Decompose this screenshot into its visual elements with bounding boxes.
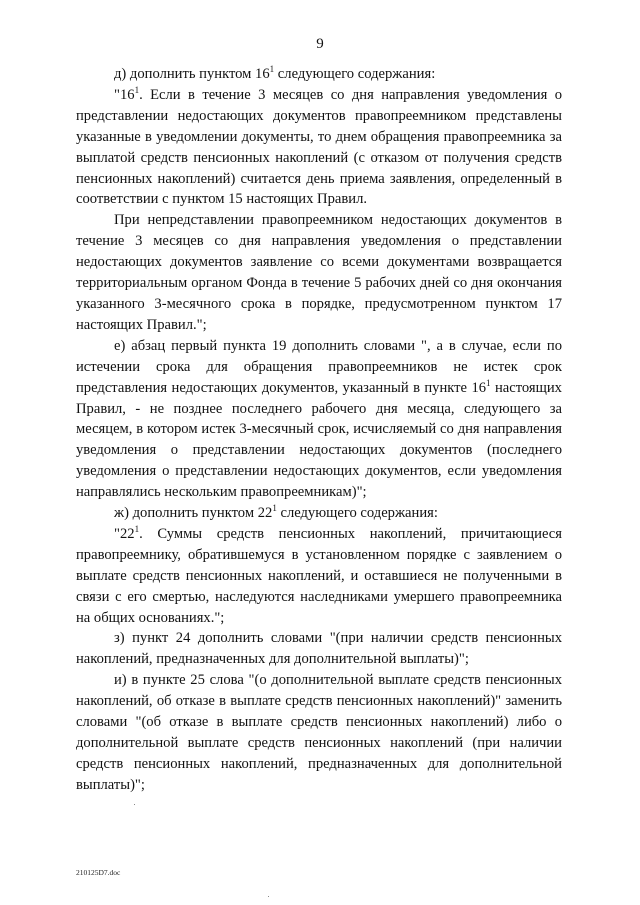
superscript: 1	[269, 64, 275, 74]
page-number: 9	[316, 36, 324, 52]
paragraph-quote-22-1	[76, 524, 562, 629]
paragraph-text-tail: следующего содержания:	[274, 66, 436, 82]
paragraph-text-tail: настоящих Правил, - не позднее последнего рабочего дня месяца, следующего за месяцем, в котором истек 3-месячный срок, исчисляемый со дня направления уведомления о представлении недостающих документов (последнего уведомления о представлении недостающих документов, если уведомления направлялись нескольким правопреемникам)";	[76, 379, 562, 501]
superscript: 1	[486, 377, 491, 388]
paragraph-item-i	[76, 670, 562, 795]
paragraph-text: и) в пункте 25 слова "(о дополнительной выплате средств пенсионных накоплений, об отказе в выплате средств пенсионных накоплений)" заменить словами "(об отказе в выплате средств пенсионных накоплений) либо о дополнительной выплате средств пенсионных накоплений (при наличии средств пенсионных накоплений, предназначенных для дополнительной выплаты)";	[76, 672, 562, 793]
superscript: 1	[134, 84, 140, 95]
paragraph-text-tail: . Если в течение 3 месяцев со дня направления уведомления о представлении недостающих документов правопреемником представлены указанные в уведомлении документы, то днем обращения правопреемника за выплатой средств пенсионных накоплений (с отказом от получения средств пенсионных накоплений) считается день приема заявления, определенный в соответствии с пунктом 15 настоящих Правил.	[76, 86, 562, 208]
paragraph-quote-16-1	[76, 85, 562, 210]
paragraph-item-zh	[76, 503, 562, 524]
paragraph-text: д) дополнить пунктом 16	[114, 66, 270, 82]
paragraph-item-d	[76, 64, 562, 85]
paragraph-text: При непредставлении правопреемником недостающих документов в течение 3 месяцев со дня направления уведомления о представлении недостающих документов заявление со всеми документами возвращается территориальным органом Фонда в течение 5 рабочих дней со дня окончания указанного 3-месячного срока в порядке, предусмотренном пунктом 17 настоящих Правил.";	[76, 212, 562, 333]
paragraph-non-submission	[76, 210, 562, 335]
footer-file-code: 210125D7.doc	[76, 868, 121, 877]
paragraph-text: з) пункт 24 дополнить словами "(при наличии средств пенсионных накоплений, предназначенных для дополнительной выплаты)";	[76, 630, 562, 668]
paragraph-text: е) абзац первый пункта 19 дополнить словами ", а в случае, если по истечении срока для обращения правопреемников не истек срок представления недостающих документов, указанный в пункте 16	[76, 337, 562, 396]
paragraph-item-e	[76, 336, 562, 503]
document-body	[76, 64, 562, 796]
paragraph-text: "16	[114, 86, 135, 103]
paragraph-text: ж) дополнить пунктом 22	[114, 505, 273, 522]
superscript: 1	[272, 503, 277, 514]
paragraph-text-tail: . Суммы средств пенсионных накоплений, причитающиеся правопреемнику, обратившемуся в установленном порядке с заявлением о выплате средств пенсионных накоплений, и оставшиеся не полученными в связи с его смертью, наследуются наследниками умершего правопреемника на общих основаниях.";	[76, 525, 562, 626]
paragraph-text: "22	[114, 525, 135, 542]
paragraph-item-z	[76, 628, 562, 670]
scan-speck	[268, 896, 269, 897]
paragraph-text-tail: следующего содержания:	[276, 505, 438, 522]
superscript: 1	[134, 523, 140, 534]
scan-speck	[134, 804, 135, 805]
